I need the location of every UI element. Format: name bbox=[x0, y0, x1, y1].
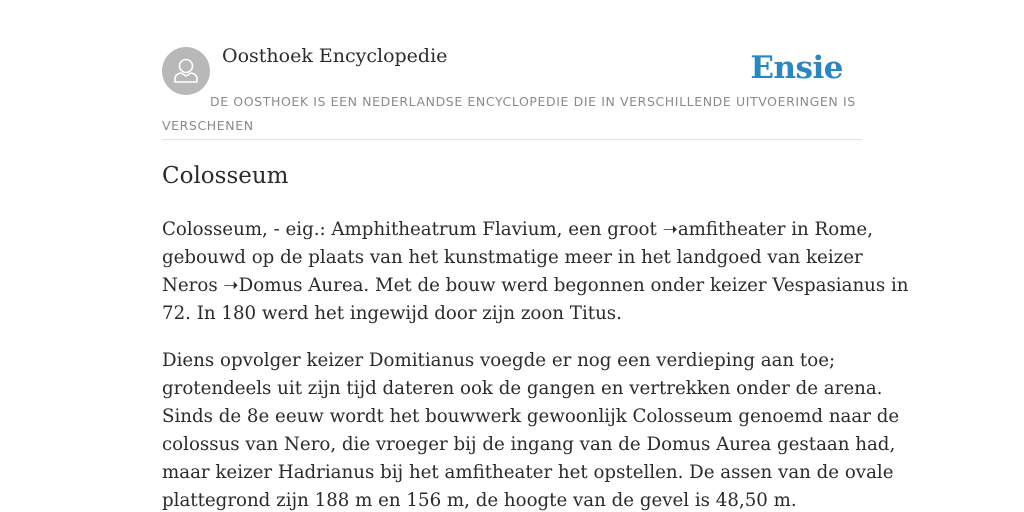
paragraph-line: Sinds de 8e eeuw wordt het bouwwerk gewoonlijk Colosseum genoemd naar de bbox=[162, 406, 900, 427]
source-name[interactable]: Oosthoek Encyclopedie bbox=[222, 45, 448, 67]
header-divider bbox=[162, 139, 862, 140]
paragraph-line: colossus van Nero, die vroeger bij de ingang van de Domus Aurea gestaan had, bbox=[162, 434, 896, 455]
paragraph-line: Colosseum, - eig.: Amphitheatrum Flavium, een groot ➝amfitheater in Rome, bbox=[162, 219, 873, 240]
paragraph-line: gebouwd op de plaats van het kunstmatige meer in het landgoed van keizer bbox=[162, 247, 863, 268]
paragraph-line: Diens opvolger keizer Domitianus voegde er nog een verdieping aan toe; bbox=[162, 350, 836, 371]
paragraph-line: plattegrond zijn 188 m en 156 m, de hoogte van de gevel is 48,50 m. bbox=[162, 490, 797, 511]
article-body bbox=[162, 216, 909, 512]
user-icon bbox=[162, 47, 210, 95]
paragraph-line: grotendeels uit zijn tijd dateren ook de gangen en vertrekken onder de arena. bbox=[162, 378, 883, 399]
article-paragraph bbox=[162, 216, 909, 328]
paragraph-line: Neros ➝Domus Aurea. Met de bouw werd begonnen onder keizer Vespasianus in bbox=[162, 275, 909, 296]
paragraph-line: maar keizer Hadrianus bij het amfitheater het opstellen. De assen van de ovale bbox=[162, 462, 894, 483]
brand-logo[interactable]: Ensie bbox=[750, 50, 843, 86]
article-title: Colosseum bbox=[162, 163, 289, 189]
paragraph-line: 72. In 180 werd het ingewijd door zijn zoon Titus. bbox=[162, 303, 622, 324]
article-paragraph bbox=[162, 347, 900, 512]
source-avatar[interactable] bbox=[162, 47, 210, 95]
source-tagline: DE OOSTHOEK IS EEN NEDERLANDSE ENCYCLOPEDIE DIE IN VERSCHILLENDE UITVOERINGEN IS VERSCHENEN bbox=[162, 94, 856, 133]
